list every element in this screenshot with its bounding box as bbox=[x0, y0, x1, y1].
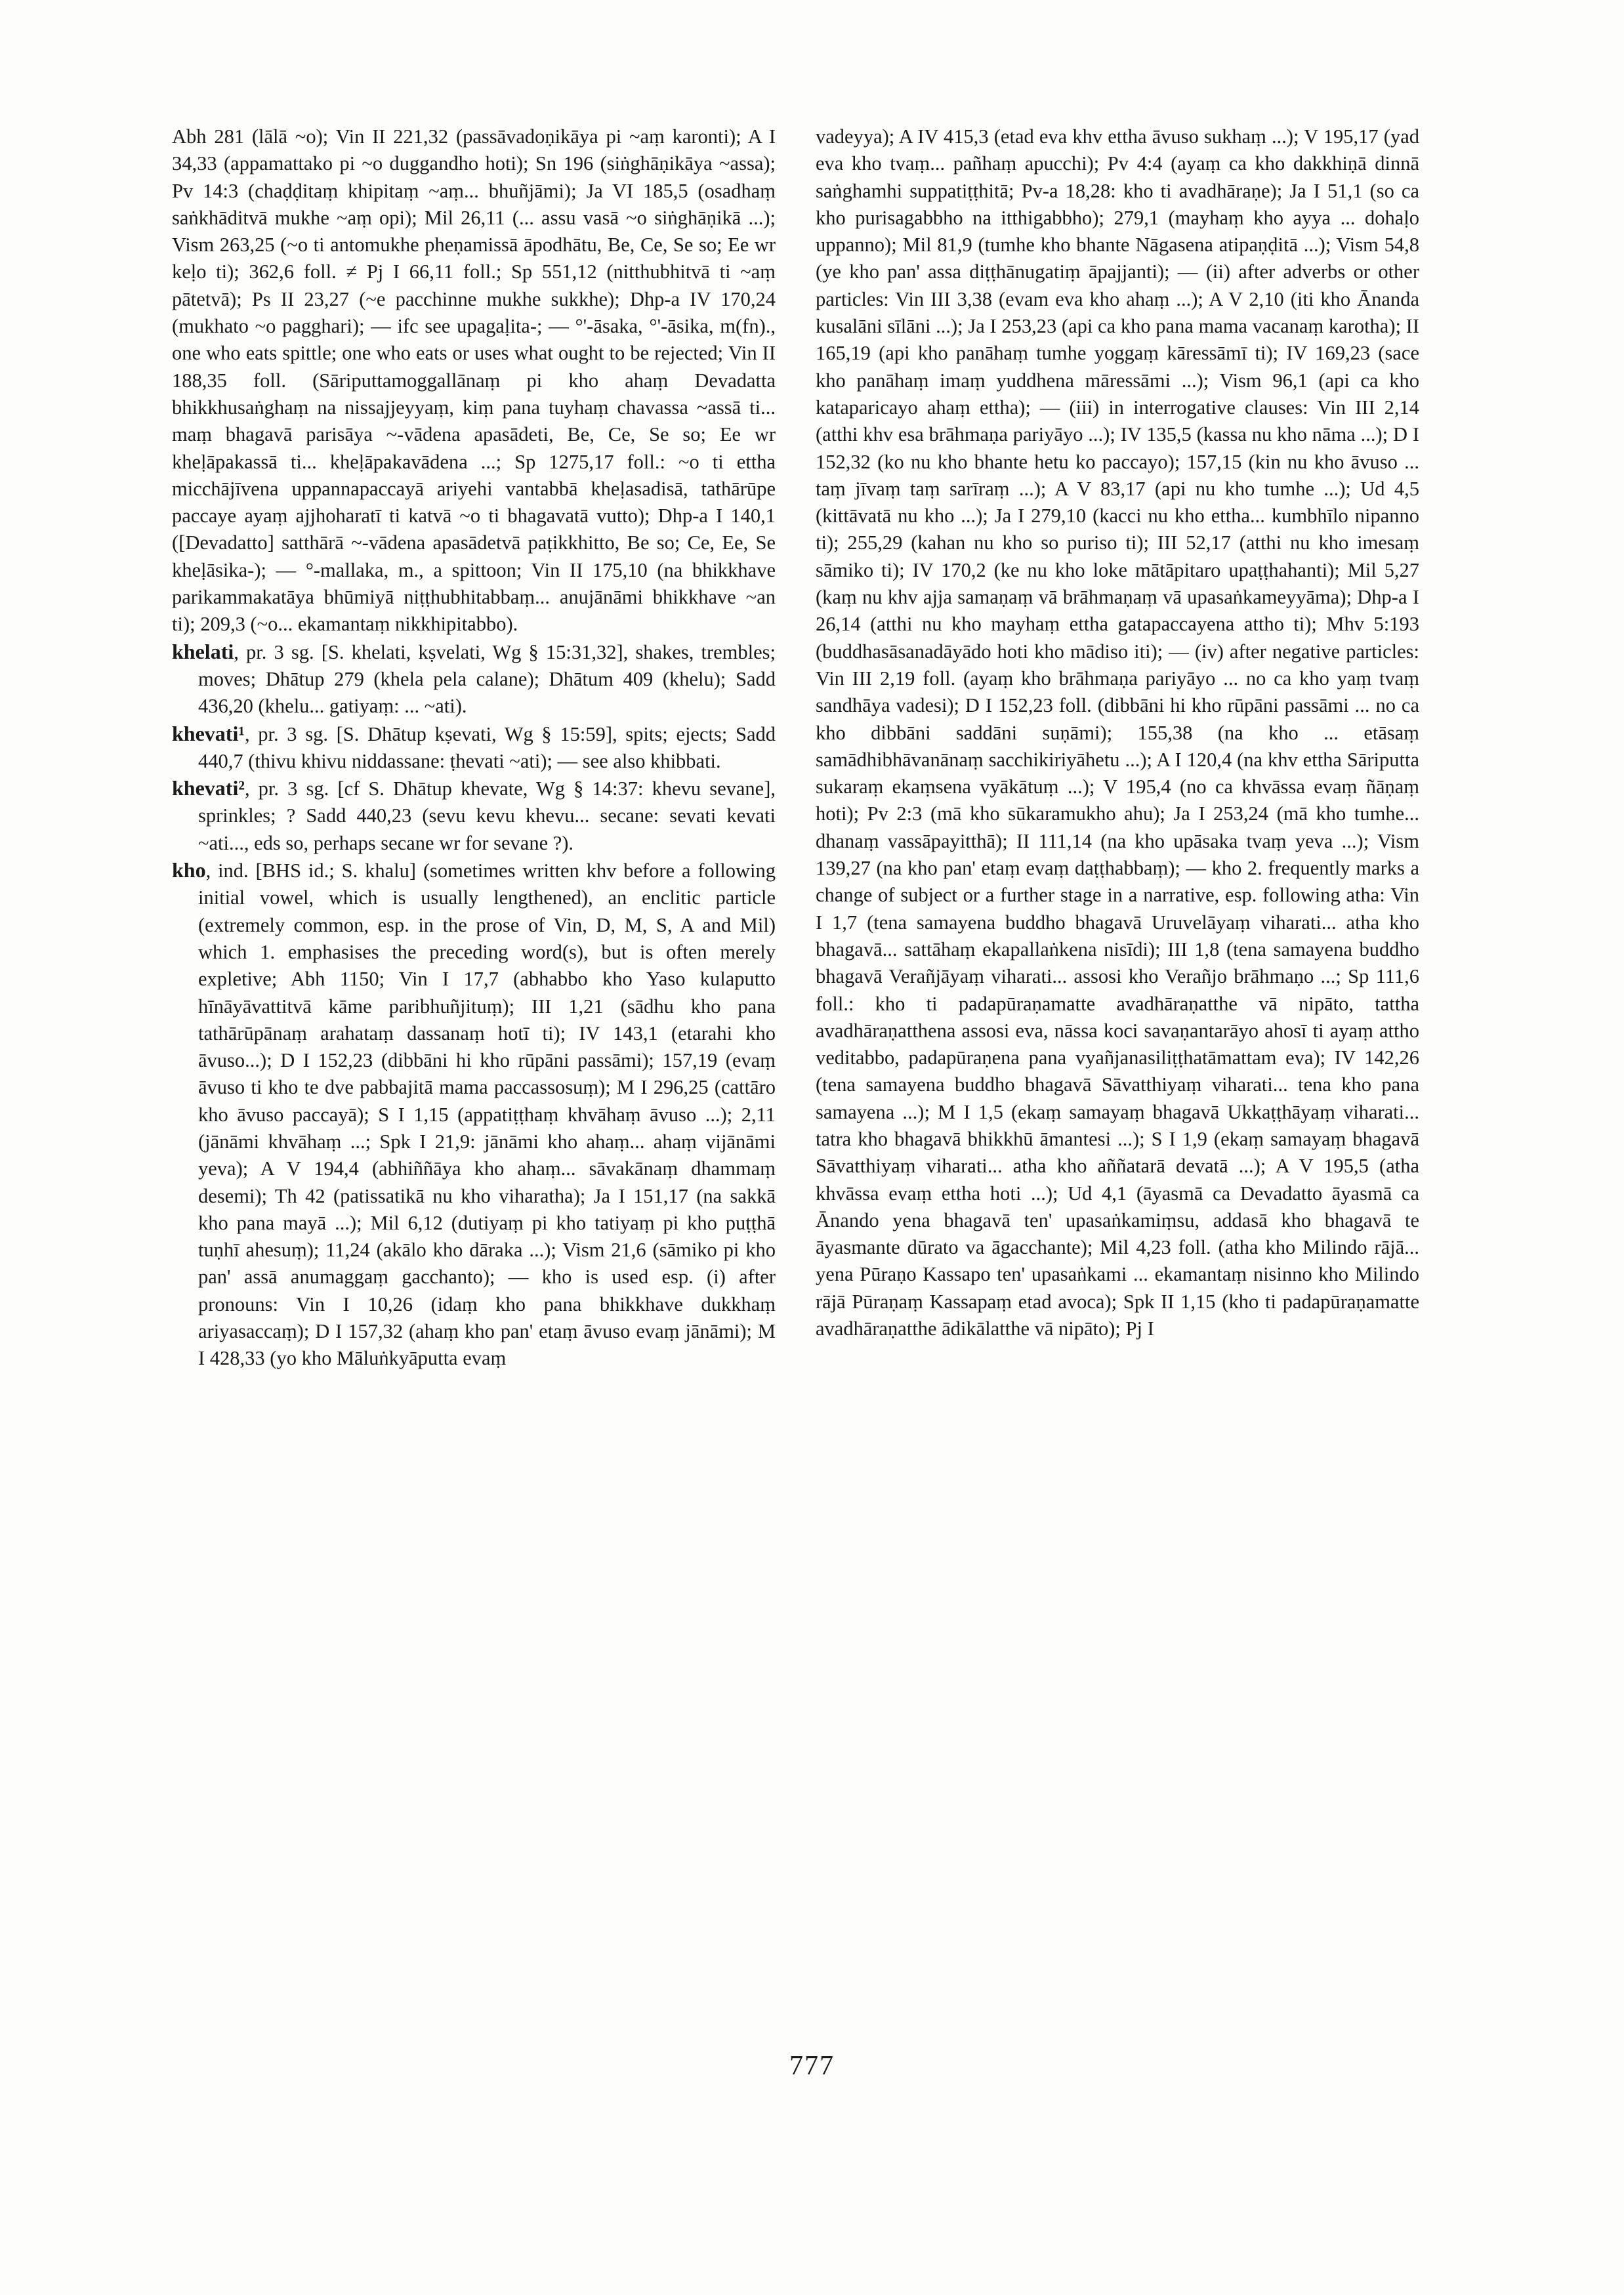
entry-body: , pr. 3 sg. [S. khelati, kṣvelati, Wg § 15:31,32], shakes, trembles; moves; Dhātup 279 (khela pela calane); Dhātum 409 (khelu); Sadd 436,20 (khelu... gatiyaṃ: ... ~ati). bbox=[198, 640, 776, 718]
entry-continuation: Abh 281 (lālā ~o); Vin II 221,32 (passāvadoṇikāya pi ~aṃ karonti); A I 34,33 (appamattako pi ~o duggandho hoti); Sn 196 (siṅghāṇikāya ~assa); Pv 14:3 (chaḍḍitaṃ khipitaṃ ~aṃ... bhuñjāmi); Ja VI 185,5 (osadhaṃ saṅkhāditvā mukhe ~aṃ opi); Mil 26,11 (... assu vasā ~o siṅghāṇikā ...); Vism 263,25 (~o ti antomukhe pheṇamissā āpodhātu, Be, Ce, Se so; Ee wr keḷo ti); 362,6 foll. ≠ Pj I 66,11 foll.; Sp 551,12 (nitthubhitvā ti ~aṃ pātetvā); Ps II 23,27 (~e pacchinne mukhe sukkhe); Dhp-a IV 170,24 (mukhato ~o pagghari); — ifc see upagaḷita-; — °'-āsaka, °'-āsika, m(fn)., one who eats spittle; one who eats or uses what ought to be rejected; Vin II 188,35 foll. (Sāriputtamoggallānaṃ pi kho ahaṃ Devadatta bhikkhusaṅghaṃ na nissajjeyyaṃ, kiṃ pana tuyhaṃ chavassa ~assā ti... maṃ bhagavā parisāya ~-vādena apasādeti, Be, Ce, Se so; Ee wr kheḷāpakassā ti... kheḷāpakavādena ...; Sp 1275,17 foll.: ~o ti ettha micchājīvena uppannapaccayā ariyehi vantabbā kheḷasadisā, tathārūpe paccaye ayaṃ ajjhoharatī ti katvā ~o ti bhagavatā vutto); Dhp-a I 140,1 ([Devadatto] satthārā ~-vādena apasādetvā paṭikkhitto, Be so; Ce, Ee, Se kheḷāsika-); — °-mallaka, m., a spittoon; Vin II 175,10 (na bhikkhave parikammakatāya bhūmiyā niṭṭhubhitabbaṃ... anujānāmi bhikkhave ~an ti); 209,3 (~o... ekamantaṃ nikkhipitabbo). bbox=[172, 125, 776, 636]
headword: khevati¹ bbox=[172, 721, 245, 745]
right-column bbox=[816, 123, 1419, 1342]
page-number: 777 bbox=[789, 2051, 835, 2081]
headword: khevati² bbox=[172, 776, 245, 800]
entry-khevati-1 bbox=[172, 720, 776, 775]
entry-kho-continuation: vadeyya); A IV 415,3 (etad eva khv ettha āvuso sukhaṃ ...); V 195,17 (yad eva kho tvaṃ... pañhaṃ apucchi); Pv 4:4 (ayaṃ ca kho dakkhiṇā dinnā saṅghamhi suppatiṭṭhitā; Pv-a 18,28: kho ti avadhāraṇe); Ja I 51,1 (so ca kho purisagabbho na itthigabbho); 279,1 (mayhaṃ kho ayya ... dohaḷo uppanno); Mil 81,9 (tumhe kho bhante Nāgasena atipaṇḍitā ...); Vism 54,8 (ye kho pan' assa diṭṭhānugatiṃ āpajjanti); — (ii) after adverbs or other particles: Vin III 3,38 (evam eva kho ahaṃ ...); A V 2,10 (iti kho Ānanda kusalāni sīlāni ...); Ja I 253,23 (api ca kho pana mama vacanaṃ karotha); II 165,19 (api kho panāhaṃ tumhe yoggaṃ kāressāmī ti); IV 169,23 (sace kho panāhaṃ imaṃ yuddhena māressāmi ...); Vism 96,1 (api ca kho kataparicayo ahaṃ ettha); — (iii) in interrogative clauses: Vin III 2,14 (atthi khv esa brāhmaṇa pariyāyo ...); IV 135,5 (kassa nu kho nāma ...); D I 152,32 (ko nu kho bhante hetu ko paccayo); 157,15 (kin nu kho āvuso ... taṃ jīvaṃ taṃ sarīraṃ ...); A V 83,17 (api nu kho tumhe ...); Ud 4,5 (kittāvatā nu kho ...); Ja I 279,10 (kacci nu kho ettha... kumbhīlo nipanno ti); 255,29 (kahan nu kho so puriso ti); III 52,17 (atthi nu kho imesaṃ sāmiko ti); IV 170,2 (ke nu kho loke mātāpitaro upaṭṭhahanti); Mil 5,27 (kaṃ nu khv ajja samaṇaṃ vā brāhmaṇaṃ vā upasaṅkameyyāma); Dhp-a I 26,14 (atthi nu kho mayhaṃ ettha gatapaccayena attho ti); Mhv 5:193 (buddhasāsanadāyādo hoti kho mādiso iti); — (iv) after negative particles: Vin III 2,19 foll. (ayaṃ kho brāhmaṇa pariyāyo ... no ca kho yaṃ tvaṃ sandhāya vadesi); D I 152,23 foll. (dibbāni hi kho rūpāni passāmi ... no ca kho dibbāni saddāni suṇāmi); 155,38 (na kho ... etāsaṃ samādhibhāvanānaṃ sacchikiriyāhetu ...); A I 120,4 (na khv ettha Sāriputta sukaraṃ ekaṃsena vyākātuṃ ...); V 195,4 (no ca khvāssa evaṃ ñāṇaṃ hoti); Pv 2:3 (mā kho sūkaramukho ahu); Ja I 253,24 (mā kho tumhe... dhanaṃ vassāpayitthā); II 111,14 (na kho upāsaka tvaṃ yeva ...); Vism 139,27 (na kho pan' etaṃ evaṃ daṭṭhabbaṃ); — kho 2. frequently marks a change of subject or a further stage in a narrative, esp. following atha: Vin I 1,7 (tena samayena buddho bhagavā Uruvelāyaṃ viharati... atha kho bhagavā... sattāhaṃ ekapallaṅkena nisīdi); III 1,8 (tena samayena buddho bhagavā Verañjāyaṃ viharati... assosi kho Verañjo brāhmaṇo ...; Sp 111,6 foll.: kho ti padapūraṇamatte avadhāraṇatthe vā nipāto, tattha avadhāraṇatthena assosi eva, nāssa koci savaṇantarāyo ahosī ti ayaṃ attho veditabbo, padapūraṇena pana vyañjanasiliṭṭhatāmattam eva); IV 142,26 (tena samayena buddho bhagavā Sāvatthiyaṃ viharati... tena kho pana samayena ...); M I 1,5 (ekaṃ samayaṃ bhagavā Ukkaṭṭhāyaṃ viharati... tatra kho bhagavā bhikkhū āmantesi ...); S I 1,9 (ekaṃ samayaṃ bhagavā Sāvatthiyaṃ viharati... atha kho aññatarā devatā ...); A V 195,5 (atha khvāssa evaṃ ettha hoti ...); Ud 4,1 (āyasmā ca Devadatto āyasmā ca Ānando yena bhagavā ten' upasaṅkamiṃsu, addasā kho bhagavā te āyasmante dūrato va āgacchante); Mil 4,23 foll. (atha kho Milindo rājā... yena Pūraṇo Kassapo ten' upasaṅkami ... ekamantaṃ nisinno kho Milindo rājā Pūraṇaṃ Kassapaṃ etad avoca); Spk II 1,15 (kho ti padapūraṇamatte avadhāraṇatthe ādikālatthe vā nipāto); Pj I bbox=[816, 125, 1419, 1340]
entry-body: , pr. 3 sg. [S. Dhātup kṣevati, Wg § 15:59], spits; ejects; Sadd 440,7 (thivu khivu niddassane: ṭhevati ~ati); — see also khibbati. bbox=[198, 722, 776, 772]
headword: khelati bbox=[172, 639, 234, 663]
headword: kho bbox=[172, 858, 206, 882]
entry-kho bbox=[172, 857, 776, 1373]
entry-body: , ind. [BHS id.; S. khalu] (sometimes written khv before a following initial vowel, which is usually lengthened), an enclitic particle (extremely common, esp. in the prose of Vin, D, M, S, A and Mil) which 1. emphasises the preceding word(s), but is often merely expletive; Abh 1150; Vin I 17,7 (abhabbo kho Yaso kulaputto hīnāyāvattitvā kāme paribhuñjituṃ); III 1,21 (sādhu kho pana tathārūpānaṃ arahataṃ dassanaṃ hotī ti); IV 143,1 (etarahi kho āvuso...); D I 152,23 (dibbāni hi kho rūpāni passāmi); 157,19 (evaṃ āvuso ti kho te dve pabbajitā mama paccassosuṃ); M I 296,25 (cattāro kho āvuso paccayā); S I 1,15 (appatiṭṭhaṃ khvāhaṃ āvuso ...); 2,11 (jānāmi khvāhaṃ ...; Spk I 21,9: jānāmi kho ahaṃ... ahaṃ vijānāmi yeva); A V 194,4 (abhiññāya kho ahaṃ... sāvakānaṃ dhammaṃ desemi); Th 42 (patissatikā nu kho viharatha); Ja I 151,17 (na sakkā kho pana mayā ...); Mil 6,12 (dutiyaṃ pi kho tatiyaṃ pi kho puṭṭhā tuṇhī ahesuṃ); 11,24 (akālo kho dāraka ...); Vism 21,6 (sāmiko pi kho pan' assā anumaggaṃ gacchanto); — kho is used esp. (i) after pronouns: Vin I 10,26 (idaṃ kho pana bhikkhave dukkhaṃ ariyasaccaṃ); D I 157,32 (ahaṃ kho pan' etaṃ āvuso evaṃ jānāmi); M I 428,33 (yo kho Māluṅkyāputta evaṃ bbox=[198, 859, 776, 1370]
left-column bbox=[172, 123, 776, 1373]
entry-khelati bbox=[172, 638, 776, 720]
entry-khevati-2 bbox=[172, 775, 776, 857]
entry-body: , pr. 3 sg. [cf S. Dhātup khevate, Wg § 14:37: khevu sevane], sprinkles; ? Sadd 440,23 (sevu kevu khevu... secane: sevati kevati ~ati..., eds so, perhaps secane wr for sevane ?). bbox=[198, 777, 776, 854]
